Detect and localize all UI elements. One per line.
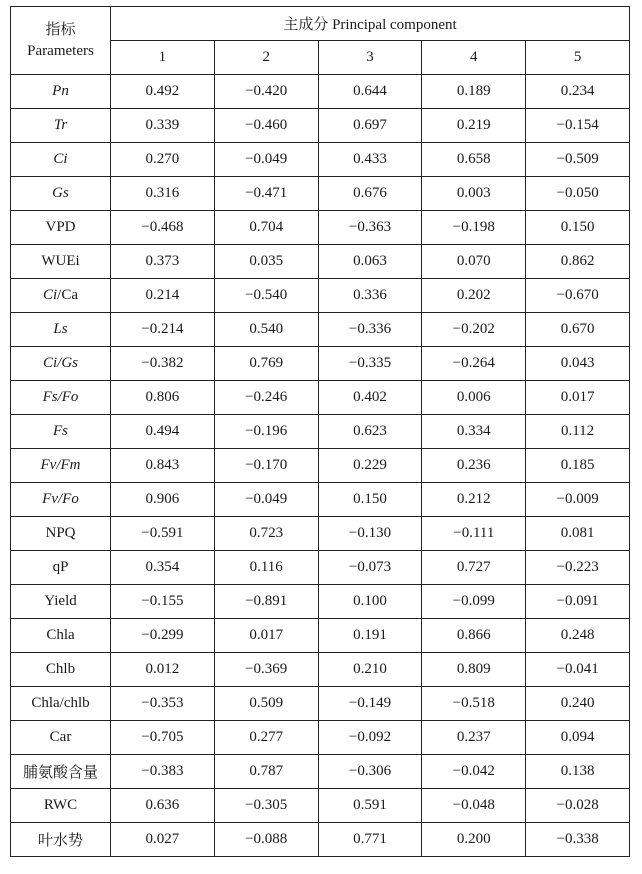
table-body [11,75,630,857]
loading-cell: 0.100 [318,585,422,619]
loading-cell: 0.723 [214,517,318,551]
loading-cell: −0.009 [526,483,630,517]
table-row [11,619,630,653]
table-row [11,245,630,279]
loading-cell: −0.041 [526,653,630,687]
loading-cell: 0.644 [318,75,422,109]
principal-component-header: 主成分 Principal component [111,7,630,41]
loading-cell: 0.189 [422,75,526,109]
table-row [11,449,630,483]
loading-cell: 0.336 [318,279,422,313]
table-row [11,653,630,687]
loading-cell: 0.248 [526,619,630,653]
row-label [11,381,111,415]
row-label-text: Ci [53,151,68,167]
loading-cell: −0.092 [318,721,422,755]
loading-cell: 0.316 [111,177,215,211]
loading-cell: −0.091 [526,585,630,619]
table-row [11,687,630,721]
loading-cell: 0.697 [318,109,422,143]
loading-cell: 0.063 [318,245,422,279]
loading-cell: −0.214 [111,313,215,347]
table-row [11,109,630,143]
table-row [11,177,630,211]
loading-cell: 0.237 [422,721,526,755]
table-row [11,211,630,245]
loading-cell: 0.402 [318,381,422,415]
loading-cell: 0.636 [111,789,215,823]
loading-cell: 0.787 [214,755,318,789]
row-label [11,347,111,381]
loading-cell: 0.509 [214,687,318,721]
component-3-header: 3 [318,41,422,75]
loading-cell: 0.006 [422,381,526,415]
loading-cell: 0.191 [318,619,422,653]
loading-cell: 0.906 [111,483,215,517]
parameters-header [11,7,111,75]
loading-cell: −0.468 [111,211,215,245]
loading-cell: 0.150 [318,483,422,517]
loading-cell: 0.771 [318,823,422,857]
row-label-text: Pn [52,83,69,99]
row-label-text: Fv/Fm [40,457,81,473]
table-row [11,755,630,789]
loading-cell: 0.043 [526,347,630,381]
loading-cell: −0.130 [318,517,422,551]
loading-cell: −0.369 [214,653,318,687]
row-label-text: Car [49,729,72,745]
row-label [11,449,111,483]
loading-cell: 0.769 [214,347,318,381]
loading-cell: 0.494 [111,415,215,449]
row-label [11,313,111,347]
loading-cell: −0.073 [318,551,422,585]
loading-cell: −0.891 [214,585,318,619]
row-label [11,177,111,211]
loading-cell: −0.042 [422,755,526,789]
loading-cell: −0.028 [526,789,630,823]
table-row [11,789,630,823]
loading-cell: 0.270 [111,143,215,177]
row-label [11,279,111,313]
loading-cell: −0.155 [111,585,215,619]
table-row [11,585,630,619]
row-label [11,75,111,109]
loading-cell: 0.334 [422,415,526,449]
row-label-text: qP [52,559,69,575]
row-label-text: Yield [44,593,77,609]
loading-cell: −0.591 [111,517,215,551]
row-label-text: Ci/Gs [42,355,78,371]
loading-cell: −0.049 [214,143,318,177]
row-label [11,823,111,857]
row-label-text: Fv/Fo [42,491,79,507]
table-row [11,721,630,755]
table-header-row [11,7,630,41]
parameters-header-en: Parameters [27,42,94,59]
loading-cell: 0.806 [111,381,215,415]
loading-cell: 0.433 [318,143,422,177]
loading-cell: −0.246 [214,381,318,415]
loading-cell: 0.081 [526,517,630,551]
loading-cell: −0.196 [214,415,318,449]
loading-cell: 0.704 [214,211,318,245]
row-label [11,109,111,143]
loading-cell: 0.339 [111,109,215,143]
loading-cell: 0.112 [526,415,630,449]
loading-cell: −0.518 [422,687,526,721]
component-2-header: 2 [214,41,318,75]
row-label-text: RWC [43,797,78,813]
loading-cell: −0.264 [422,347,526,381]
table-row [11,313,630,347]
loading-cell: −0.223 [526,551,630,585]
loading-cell: 0.591 [318,789,422,823]
loading-cell: 0.094 [526,721,630,755]
table-row [11,517,630,551]
loading-cell: −0.154 [526,109,630,143]
table-row [11,483,630,517]
loading-cell: 0.070 [422,245,526,279]
component-1-header: 1 [111,41,215,75]
row-label [11,245,111,279]
row-label-text: 脯氨酸含量 [22,765,98,781]
loading-cell: 0.012 [111,653,215,687]
loading-cell: −0.299 [111,619,215,653]
row-label-text: 叶水势 [37,833,83,849]
table-row [11,75,630,109]
row-label-text: Ls [53,321,68,337]
row-label [11,143,111,177]
row-label [11,653,111,687]
row-label [11,687,111,721]
loading-cell: 0.027 [111,823,215,857]
loading-cell: −0.382 [111,347,215,381]
loading-cell: 0.862 [526,245,630,279]
loading-cell: −0.170 [214,449,318,483]
loading-cell: 0.229 [318,449,422,483]
loading-cell: −0.336 [318,313,422,347]
loading-cell: 0.373 [111,245,215,279]
loading-cell: 0.212 [422,483,526,517]
row-label [11,415,111,449]
row-label [11,755,111,789]
loading-cell: −0.705 [111,721,215,755]
row-label-text: Fs [53,423,68,439]
table-row [11,551,630,585]
loading-cell: −0.099 [422,585,526,619]
row-label-text: Chla/chlb [31,695,90,711]
row-label-text: Ci [42,287,58,303]
loading-cell: −0.335 [318,347,422,381]
row-label-text: WUEi [41,253,80,269]
row-label-text: VPD [45,219,76,235]
row-label [11,517,111,551]
row-label-text: Chla [46,627,75,643]
loading-cell: −0.363 [318,211,422,245]
row-label [11,789,111,823]
loading-cell: 0.623 [318,415,422,449]
loading-cell: 0.150 [526,211,630,245]
table-row [11,143,630,177]
row-label [11,211,111,245]
loading-cell: −0.670 [526,279,630,313]
loading-cell: 0.200 [422,823,526,857]
component-4-header: 4 [422,41,526,75]
loading-cell: −0.383 [111,755,215,789]
principal-component-table [10,6,630,857]
loading-cell: −0.338 [526,823,630,857]
loading-cell: 0.035 [214,245,318,279]
loading-cell: −0.088 [214,823,318,857]
loading-cell: 0.354 [111,551,215,585]
loading-cell: 0.017 [526,381,630,415]
row-label-text: Gs [52,185,69,201]
loading-cell: −0.353 [111,687,215,721]
loading-cell: 0.540 [214,313,318,347]
table-row [11,347,630,381]
loading-cell: 0.003 [422,177,526,211]
loading-cell: −0.420 [214,75,318,109]
loading-cell: −0.202 [422,313,526,347]
loading-cell: 0.240 [526,687,630,721]
loading-cell: −0.306 [318,755,422,789]
row-label [11,619,111,653]
loading-cell: −0.111 [422,517,526,551]
loading-cell: −0.198 [422,211,526,245]
table-row [11,381,630,415]
loading-cell: 0.138 [526,755,630,789]
loading-cell: 0.017 [214,619,318,653]
row-label [11,483,111,517]
loading-cell: 0.727 [422,551,526,585]
row-label [11,551,111,585]
row-label [11,721,111,755]
loading-cell: 0.234 [526,75,630,109]
loading-cell: 0.658 [422,143,526,177]
parameters-header-cn: 指标 [45,21,76,38]
loading-cell: −0.048 [422,789,526,823]
loading-cell: 0.676 [318,177,422,211]
table-row [11,279,630,313]
row-label [11,585,111,619]
loading-cell: 0.236 [422,449,526,483]
loading-cell: −0.460 [214,109,318,143]
loading-cell: 0.202 [422,279,526,313]
row-label-text: NPQ [45,525,76,541]
loading-cell: 0.219 [422,109,526,143]
loading-cell: 0.866 [422,619,526,653]
loading-cell: 0.116 [214,551,318,585]
table-row [11,823,630,857]
row-label-text: Fs/Fo [42,389,79,405]
row-label-text: Tr [53,117,68,133]
loading-cell: −0.050 [526,177,630,211]
loading-cell: 0.843 [111,449,215,483]
loading-cell: 0.210 [318,653,422,687]
loading-cell: −0.509 [526,143,630,177]
loading-cell: −0.471 [214,177,318,211]
loading-cell: −0.540 [214,279,318,313]
loading-cell: 0.809 [422,653,526,687]
loading-cell: 0.492 [111,75,215,109]
loading-cell: 0.185 [526,449,630,483]
component-5-header: 5 [526,41,630,75]
loading-cell: 0.214 [111,279,215,313]
table-row [11,415,630,449]
row-label-text: Chlb [45,661,76,677]
loading-cell: 0.277 [214,721,318,755]
loading-cell: −0.305 [214,789,318,823]
row-label-suffix: /Ca [57,287,79,303]
loading-cell: −0.149 [318,687,422,721]
loading-cell: 0.670 [526,313,630,347]
loading-cell: −0.049 [214,483,318,517]
